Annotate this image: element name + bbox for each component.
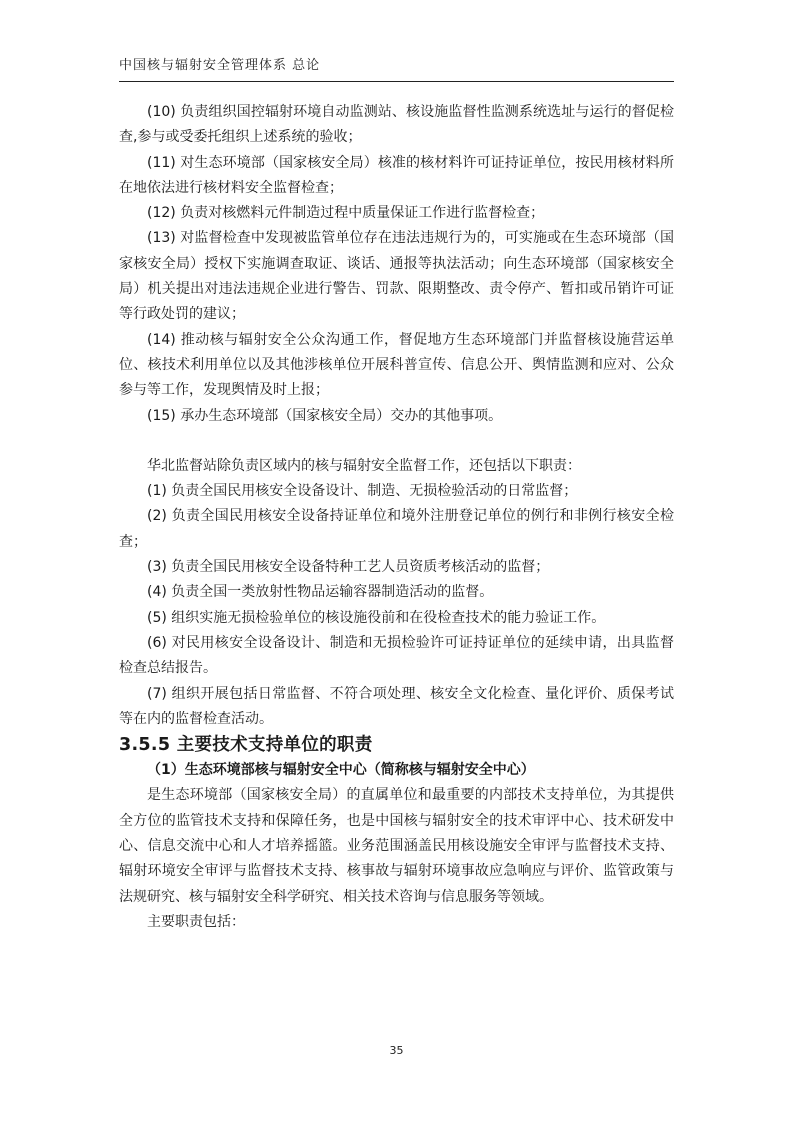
north-item-3: (3) 负责全国民用核安全设备特种工艺人员资质考核活动的监督；	[147, 559, 550, 576]
north-item-1: (1) 负责全国民用核安全设备设计、制造、无损检验活动的日常监督；	[147, 483, 578, 500]
list-item-13: (13) 对监督检查中发现被监管单位存在违法违规行为的，可实施或在生态环境部（国家核安全局）授权下实施调查取证、谈话、通报等执法活动；向生态环境部（国家核安全局）机关提出对违法违规企业进行警告、罚款、限期整改、责令停产、暂扣或吊销许可证等行政处罚的建议；	[119, 230, 674, 323]
list-item-14: (14) 推动核与辐射安全公众沟通工作，督促地方生态环境部门并监督核设施营运单位、核技术利用单位以及其他涉核单位开展科普宣传、信息公开、舆情监测和应对、公众参与等工作，发现舆情及时上报；	[119, 331, 674, 399]
north-item-7: (7) 组织开展包括日常监督、不符合项处理、核安全文化检查、量化评价、质保考试等在内的监督检查活动。	[119, 685, 674, 727]
north-item-6: (6) 对民用核安全设备设计、制造和无损检验许可证持证单位的延续申请，出具监督检查总结报告。	[119, 634, 674, 677]
subsection-heading: （1）生态环境部核与辐射安全中心（简称核与辐射安全中心）	[147, 762, 535, 779]
section-body-paragraph: 是生态环境部（国家核安全局）的直属单位和最重要的内部技术支持单位，为其提供全方位的监管技术支持和保障任务，也是中国核与辐射安全的技术审评中心、技术研发中心、信息交流中心和人才培养摇篮。业务范围涵盖民用核设施安全审评与监督技术支持、辐射环境安全审评与监督技术支持、核事故与辐射环境事故应急响应与评价、监管政策与法规研究、核与辐射安全科学研究、相关技术咨询与信息服务等领域。	[119, 787, 674, 905]
north-item-4: (4) 负责全国一类放射性物品运输容器制造活动的监督。	[147, 584, 494, 601]
list-item-10: (10) 负责组织国控辐射环境自动监测站、核设施监督性监测系统选址与运行的督促检查,参与或受委托组织上述系统的验收；	[119, 104, 674, 146]
duties-intro: 主要职责包括：	[147, 913, 245, 930]
running-header: 中国核与辐射安全管理体系 总论	[119, 58, 321, 73]
page-number: 35	[389, 1044, 404, 1057]
north-item-5: (5) 组织实施无损检验单位的核设施役前和在役检查技术的能力验证工作。	[147, 609, 606, 626]
north-station-intro: 华北监督站除负责区域内的核与辐射安全监督工作，还包括以下职责：	[147, 457, 581, 474]
list-item-12: (12) 负责对核燃料元件制造过程中质量保证工作进行监督检查；	[147, 205, 545, 222]
section-heading: 3.5.5 主要技术支持单位的职责	[119, 735, 373, 756]
header-divider	[119, 81, 674, 82]
north-item-2: (2) 负责全国民用核安全设备持证单位和境外注册登记单位的例行和非例行核安全检查；	[119, 508, 674, 550]
list-item-11: (11) 对生态环境部（国家核安全局）核准的核材料许可证持证单位，按民用核材料所在地依法进行核材料安全监督检查；	[119, 154, 674, 196]
page-body	[119, 100, 674, 935]
list-item-15: (15) 承办生态环境部（国家核安全局）交办的其他事项。	[147, 407, 503, 424]
